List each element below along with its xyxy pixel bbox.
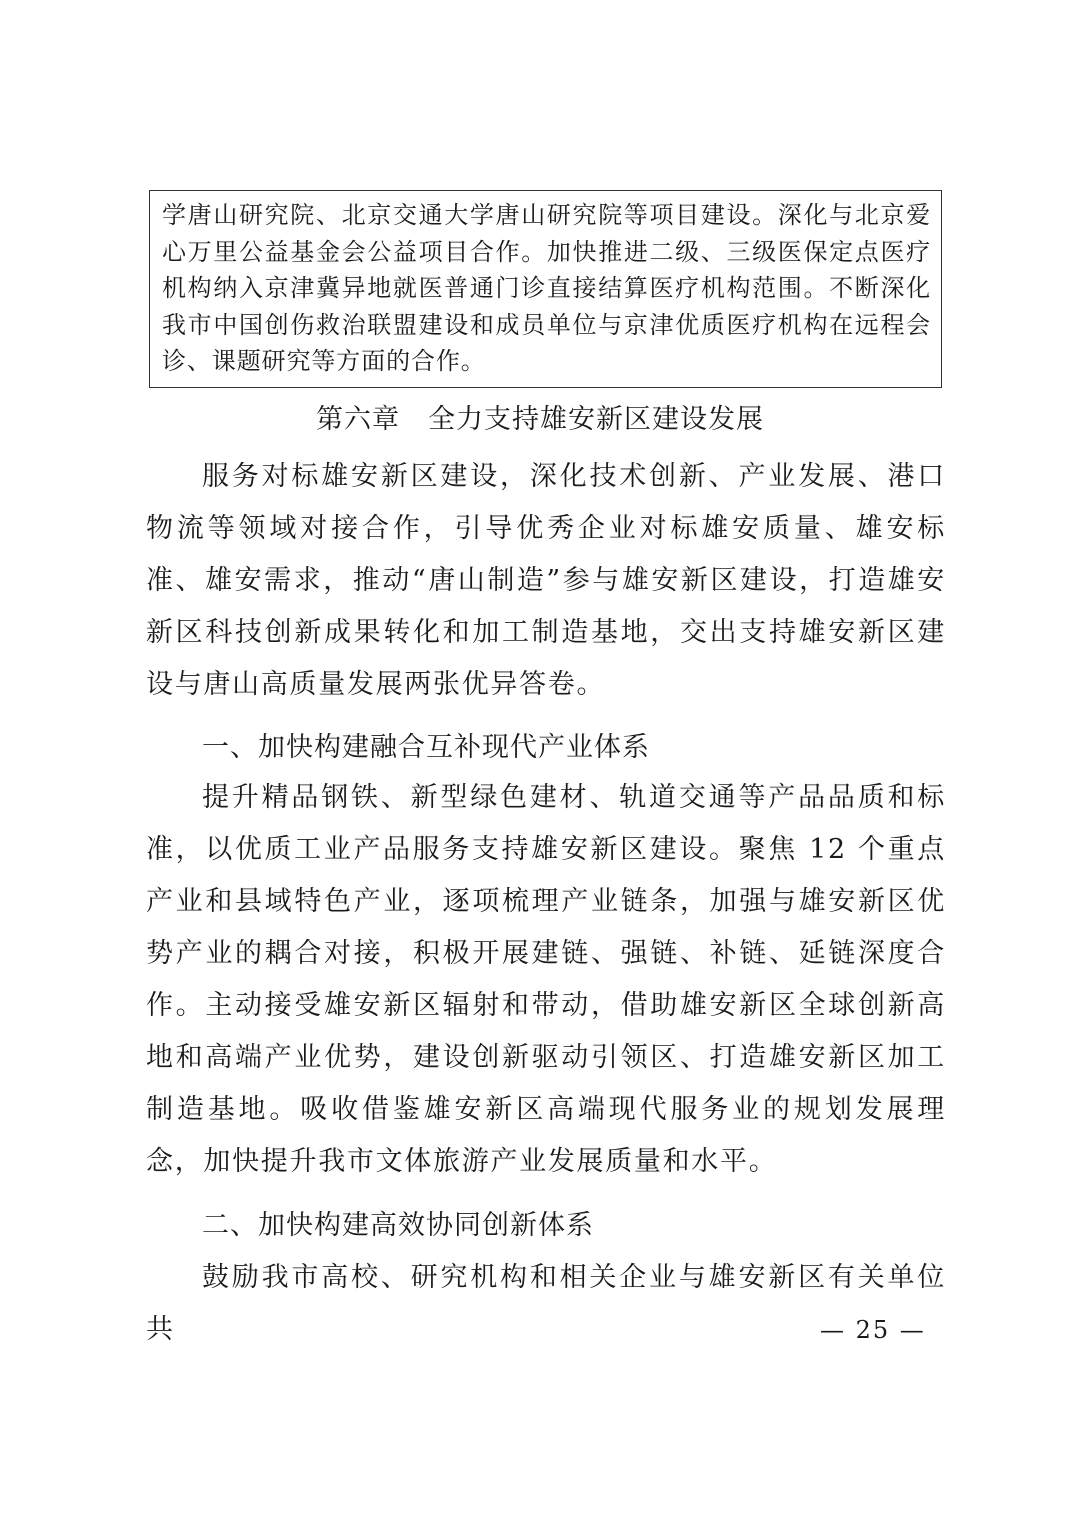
- section-heading-2: 二、加快构建高效协同创新体系: [202, 1210, 594, 1241]
- chapter-title: 第六章 全力支持雄安新区建设发展: [316, 404, 764, 435]
- page-number: — 25 —: [820, 1316, 926, 1344]
- intro-paragraph: 服务对标雄安新区建设，深化技术创新、产业发展、港口物流等领域对接合作，引导优秀企业对标雄安质量、雄安标准、雄安需求，推动“唐山制造”参与雄安新区建设，打造雄安新区科技创新成果转化和加工制造基地，交出支持雄安新区建设与唐山高质量发展两张优异答卷。: [146, 461, 946, 700]
- section-body-1: 提升精品钢铁、新型绿色建材、轨道交通等产品品质和标准，以优质工业产品服务支持雄安新区建设。聚焦 12 个重点产业和县域特色产业，逐项梳理产业链条，加强与雄安新区优势产业的耦合对接，积极开展建链、强链、补链、延链深度合作。主动接受雄安新区辐射和带动，借助雄安新区全球创新高地和高端产业优势，建设创新驱动引领区、打造雄安新区加工制造基地。吸收借鉴雄安新区高端现代服务业的规划发展理念，加快提升我市文体旅游产业发展质量和水平。: [146, 782, 946, 1177]
- section-body-2: 鼓励我市高校、研究机构和相关企业与雄安新区有关单位共: [146, 1262, 946, 1345]
- boxed-text-block: 学唐山研究院、北京交通大学唐山研究院等项目建设。深化与北京爱心万里公益基金会公益项目合作。加快推进二级、三级医保定点医疗机构纳入京津冀异地就医普通门诊直接结算医疗机构范围。不断深化我市中国创伤救治联盟建设和成员单位与京津优质医疗机构在远程会诊、课题研究等方面的合作。: [149, 190, 942, 388]
- section-heading-1: 一、加快构建融合互补现代产业体系: [202, 732, 650, 763]
